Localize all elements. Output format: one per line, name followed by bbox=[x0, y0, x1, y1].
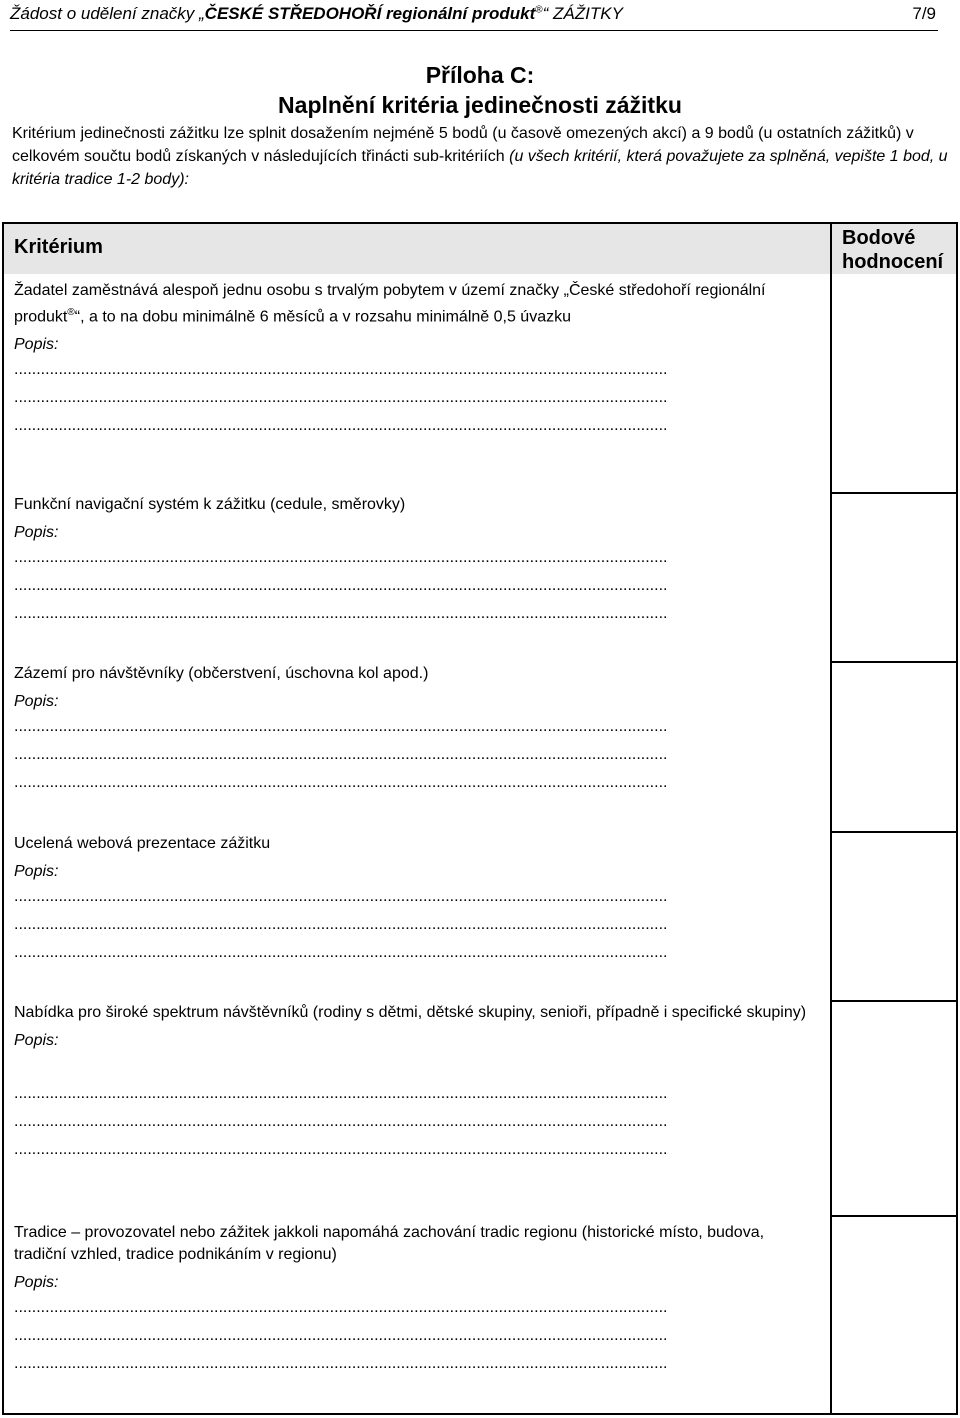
intro-text: Kritérium jedinečnosti zážitku lze splnit dosažením nejméně 5 bodů (u časově omezených akcí) a 9 bodů (u ostatních zážitků) v celkovém součtu bodů získaných v následujících třinácti sub-kritériích bbox=[12, 125, 914, 165]
answer-line[interactable]: ................................................................................................................................................... bbox=[14, 389, 668, 407]
registered-mark: ® bbox=[535, 4, 543, 16]
criterion-text: Ucelená webová prezentace zážitku bbox=[14, 835, 271, 852]
header-title bbox=[10, 4, 623, 24]
answer-line-blank[interactable] bbox=[14, 1052, 820, 1080]
answer-line[interactable]: ................................................................................................................................................... bbox=[14, 746, 668, 763]
answer-line[interactable]: ................................................................................................................................................... bbox=[14, 1113, 668, 1130]
intro-paragraph bbox=[12, 122, 952, 191]
answer-line[interactable]: ................................................................................................................................................... bbox=[14, 774, 668, 791]
criterion-text: Tradice – provozovatel nebo zážitek jakkoli napomáhá zachování tradic regionu (historické místo, budova, tradiční vzhled, tradice podnikáním v regionu) bbox=[14, 1224, 765, 1263]
criterion-text: Žadatel zaměstnává alespoň jednu osobu s trvalým pobytem v území značky „České středohoří regionální produkt bbox=[14, 282, 766, 326]
criterion-row-audience bbox=[14, 1002, 820, 1164]
header-title-prefix: Žádost o udělení značky „ bbox=[10, 4, 205, 23]
criterion-row-web bbox=[14, 833, 820, 967]
annex-label: Příloha C: bbox=[425, 62, 535, 88]
answer-line[interactable]: ................................................................................................................................................... bbox=[14, 1141, 668, 1158]
answer-line[interactable]: ................................................................................................................................................... bbox=[14, 916, 668, 933]
score-cell-divider bbox=[832, 831, 956, 833]
answer-line[interactable]: ................................................................................................................................................... bbox=[14, 577, 668, 594]
popis-label: Popis: bbox=[14, 1274, 59, 1291]
header-title-suffix: “ ZÁŽITKY bbox=[542, 4, 623, 23]
popis-label: Popis: bbox=[14, 1032, 59, 1049]
answer-line[interactable]: ................................................................................................................................................... bbox=[14, 944, 668, 961]
answer-line[interactable]: ................................................................................................................................................... bbox=[14, 888, 668, 905]
answer-line[interactable]: ................................................................................................................................................... bbox=[14, 718, 668, 735]
score-cell-divider bbox=[832, 1215, 956, 1217]
answer-line[interactable]: ................................................................................................................................................... bbox=[14, 417, 668, 435]
score-cell-divider bbox=[832, 492, 956, 494]
criterion-text: Nabídka pro široké spektrum návštěvníků (rodiny s dětmi, dětské skupiny, senioři, případně i specifické skupiny) bbox=[14, 1004, 807, 1021]
answer-line[interactable]: ................................................................................................................................................... bbox=[14, 1085, 668, 1102]
annex-title: Naplnění kritéria jedinečnosti zážitku bbox=[278, 92, 682, 118]
popis-label: Popis: bbox=[14, 693, 59, 710]
answer-line[interactable]: ................................................................................................................................................... bbox=[14, 605, 668, 622]
header-brand: ČESKÉ STŘEDOHOŘÍ regionální produkt bbox=[204, 4, 536, 23]
answer-line[interactable]: ................................................................................................................................................... bbox=[14, 1327, 668, 1344]
score-cell-divider bbox=[832, 1000, 956, 1002]
answer-line[interactable]: ................................................................................................................................................... bbox=[14, 1355, 668, 1372]
registered-mark: ® bbox=[67, 307, 75, 318]
criterion-row-tradition bbox=[14, 1222, 820, 1378]
criterion-row-facilities bbox=[14, 663, 820, 797]
column-divider bbox=[830, 224, 832, 1413]
score-cell-divider bbox=[832, 661, 956, 663]
criterion-row-navigation bbox=[14, 494, 820, 628]
popis-label: Popis: bbox=[14, 524, 59, 541]
popis-label: Popis: bbox=[14, 863, 59, 880]
criterion-row-employment bbox=[14, 280, 820, 440]
criterion-text: Funkční navigační systém k zážitku (cedule, směrovky) bbox=[14, 496, 406, 513]
page-header bbox=[10, 0, 938, 31]
page-number: 7/9 bbox=[912, 4, 936, 23]
criterion-text: Zázemí pro návštěvníky (občerstvení, úschovna kol apod.) bbox=[14, 665, 429, 682]
criterion-text-cont: “, a to na dobu minimálně 6 měsíců a v rozsahu minimálně 0,5 úvazku bbox=[74, 308, 571, 326]
answer-line[interactable]: ................................................................................................................................................... bbox=[14, 1299, 668, 1316]
answer-line[interactable]: ................................................................................................................................................... bbox=[14, 361, 668, 379]
criterion-header: Kritérium bbox=[14, 236, 103, 258]
answer-line[interactable]: ................................................................................................................................................... bbox=[14, 549, 668, 566]
score-header: Bodové hodnocení bbox=[842, 227, 944, 273]
intro-instruction: (u všech kritérií, která považujete za splněná, vepište 1 bod, u kritéria tradice 1-2 body): bbox=[12, 148, 948, 188]
popis-label: Popis: bbox=[14, 336, 59, 354]
criterion-header-cell bbox=[4, 224, 830, 274]
criteria-table bbox=[2, 222, 958, 1415]
